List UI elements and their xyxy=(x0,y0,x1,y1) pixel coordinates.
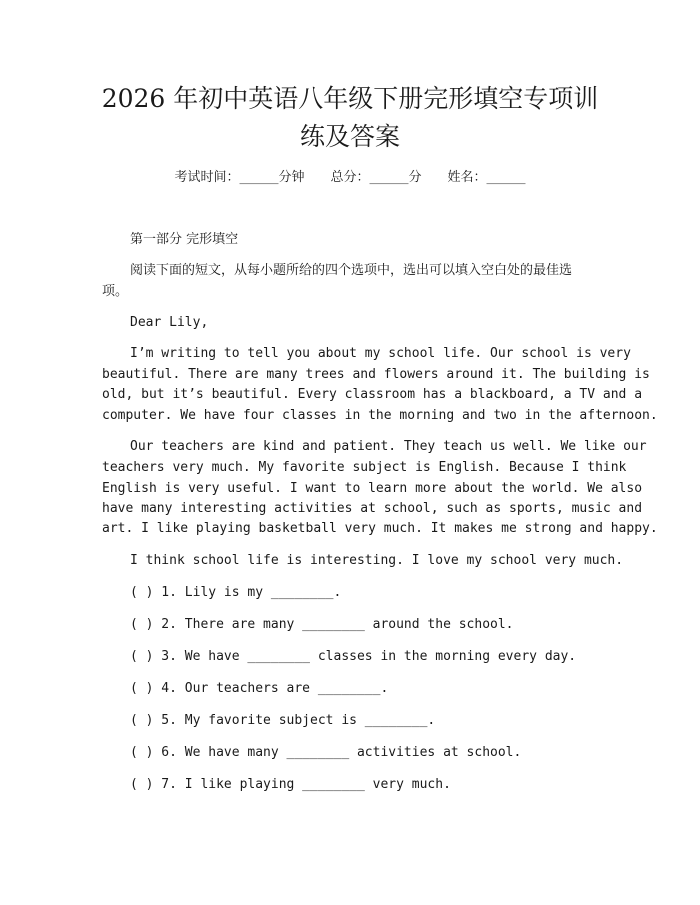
paragraph-2-line: art. I like playing basketball very much. It makes me strong and happy. xyxy=(102,521,658,536)
paragraph-1-line: beautiful. There are many trees and flowers around it. The building is xyxy=(102,367,650,382)
paragraph-2-line: teachers very much. My favorite subject is English. Because I think xyxy=(102,460,627,475)
paragraph-2-line: have many interesting activities at school, such as sports, music and xyxy=(102,501,643,516)
exam-time-field: 考试时间：______分钟 xyxy=(174,170,305,185)
section-heading: 第一部分 完形填空 xyxy=(130,232,239,247)
question-item: ( ) 6. We have many ________ activities at school. xyxy=(130,745,522,760)
paragraph-3: I think school life is interesting. I love my school very much. xyxy=(130,553,624,568)
instruction-line-2: 项。 xyxy=(102,284,129,299)
question-item: ( ) 5. My favorite subject is ________. xyxy=(130,713,436,728)
question-item: ( ) 7. I like playing ________ very much. xyxy=(130,777,451,792)
question-item: ( ) 1. Lily is my ________. xyxy=(130,585,342,600)
paragraph-2-line: Our teachers are kind and patient. They teach us well. We like our xyxy=(130,439,647,454)
instruction-line-1: 阅读下面的短文，从每小题所给的四个选项中，选出可以填入空白处的最佳选 xyxy=(130,263,573,278)
question-item: ( ) 2. There are many ________ around the school. xyxy=(130,617,514,632)
question-item: ( ) 3. We have ________ classes in the morning every day. xyxy=(130,649,577,664)
total-score-field: 总分：______分 xyxy=(330,170,422,185)
paragraph-1-line: computer. We have four classes in the morning and two in the afternoon. xyxy=(102,408,658,423)
paragraph-2-line: English is very useful. I want to learn more about the world. We also xyxy=(102,481,643,496)
student-name-field: 姓名：______ xyxy=(447,170,526,185)
paragraph-1-line: old, but it’s beautiful. Every classroom has a blackboard, a TV and a xyxy=(102,387,643,402)
paragraph-1-line: I’m writing to tell you about my school life. Our school is very xyxy=(130,346,631,361)
exam-info-row xyxy=(0,169,700,187)
document-title-line-2: 练及答案 xyxy=(299,122,400,151)
letter-greeting: Dear Lily, xyxy=(130,315,209,330)
document-title-line-1: 2026 年初中英语八年级下册完形填空专项训 xyxy=(101,84,599,113)
question-item: ( ) 4. Our teachers are ________. xyxy=(130,681,389,696)
